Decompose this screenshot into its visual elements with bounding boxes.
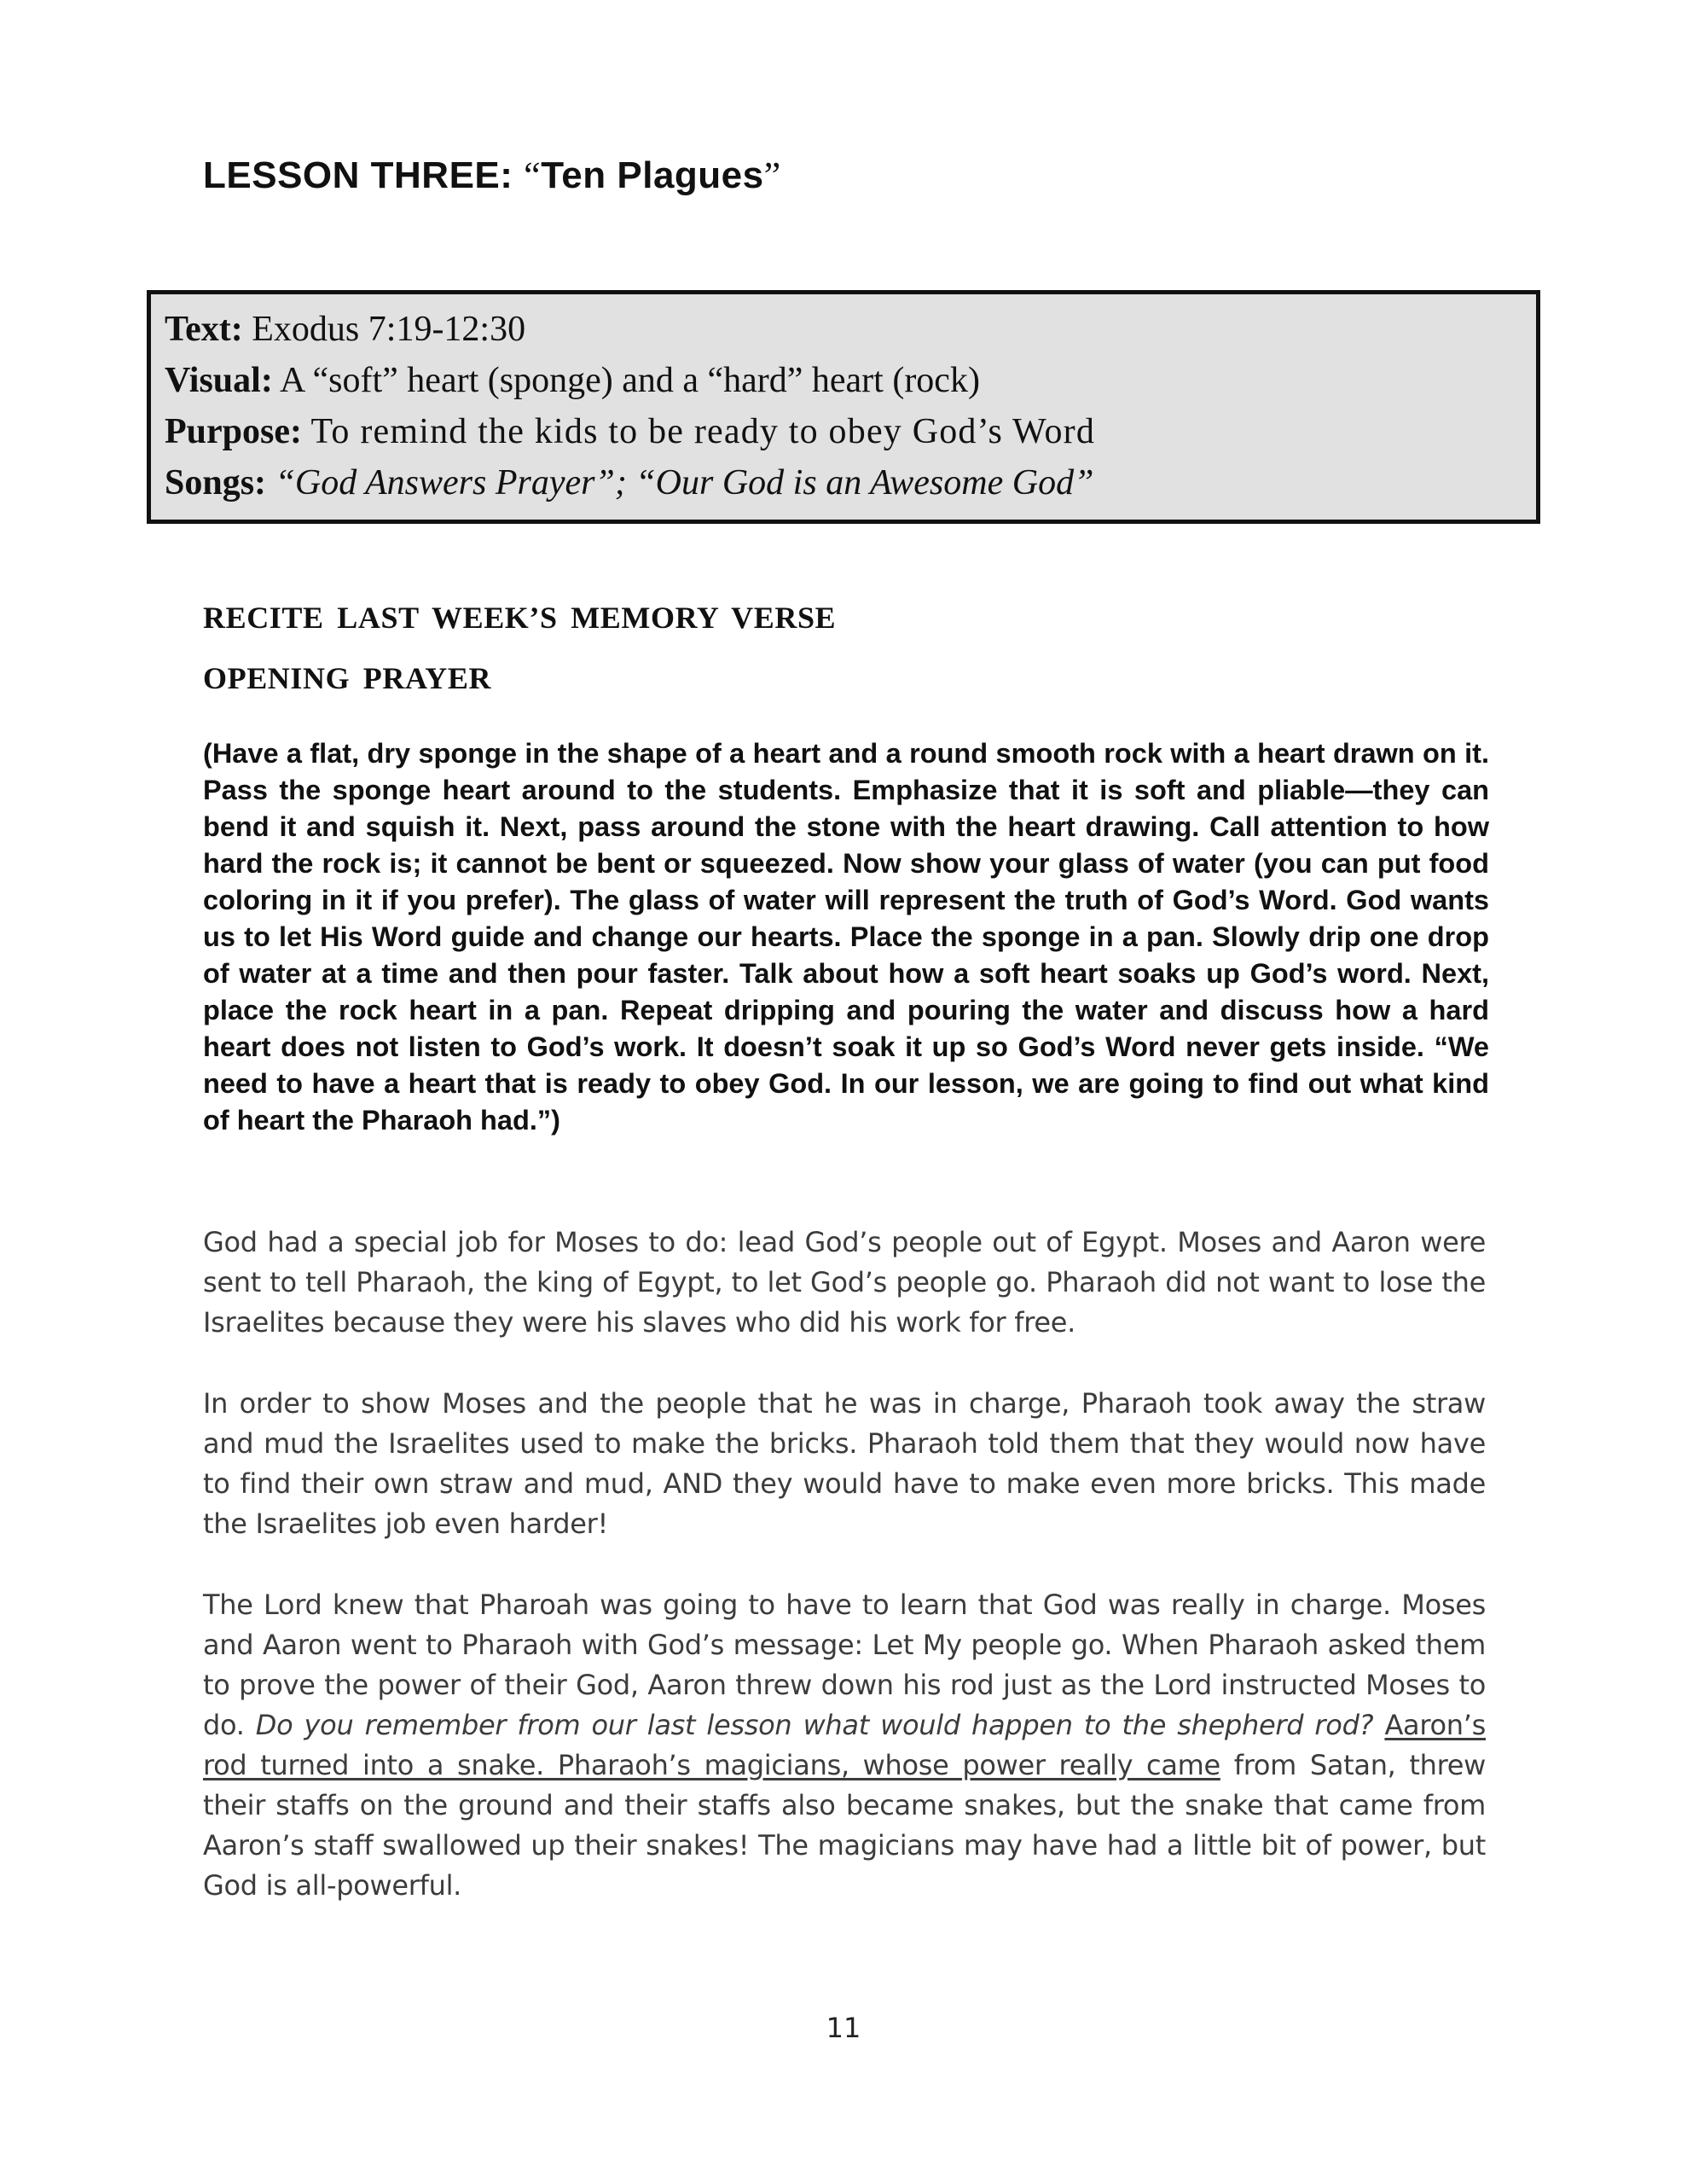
review-answer: Aaron’s rod turned into a snake. Pharaoh’s magicians, whose power really came: [203, 1709, 1486, 1781]
object-lesson-instructions: (Have a flat, dry sponge in the shape of a heart and a round smooth rock with a heart drawn on it. Pass the sponge heart around to the students. Emphasize that it is soft and pliable—they can bend it and squish it. Next, pass around the stone with the heart drawing. Call attention to how hard the rock is; it cannot be bent or squeezed. Now show your glass of water (you can put food coloring in it if you prefer). The glass of water will represent the truth of God’s Word. God wants us to let His Word guide and change our hearts. Place the sponge in a pan. Slowly drip one drop of water at a time and then pour faster. Talk about how a soft heart soaks up God’s word. Next, place the rock heart in a pan. Repeat dripping and pouring the water and discuss how a hard heart does not listen to God’s work. It doesn’t soak it up so God’s Word never gets inside. “We need to have a heart that is ready to obey God. In our lesson, we are going to find out what kind of heart the Pharaoh had.”): [203, 738, 1489, 1136]
page-number: 11: [826, 2012, 861, 2044]
lesson-title: [524, 154, 780, 196]
memory-verse-heading: RECITE LAST WEEK’S MEMORY VERSE: [203, 601, 837, 635]
open-quote: “: [524, 154, 542, 196]
page-title: [203, 154, 781, 197]
purpose-label: Purpose:: [165, 412, 302, 451]
close-quote: ”: [763, 154, 781, 196]
text-label: Text:: [165, 310, 243, 349]
visual-label: Visual:: [165, 361, 273, 400]
songs-value: “God Answers Prayer”; “Our God is an Awesome God”: [275, 463, 1094, 502]
story-paragraph-3-start: The Lord knew that Pharoah was going to have to learn that God was really in charge. Moses and Aaron went to Pharaoh with God’s message: Let My people go. When Pharaoh asked them to prove the power of their God, Aaron threw down his rod just as the Lord instructed Moses to do.: [203, 1589, 1486, 1741]
purpose-row: [165, 406, 1536, 457]
visual-value: A “soft” heart (sponge) and a “hard” heart (rock): [280, 361, 980, 400]
story-paragraph-3-end: from Satan, threw their staffs on the ground and their staffs also became snakes, but the snake that came from Aaron’s staff swallowed up their snakes! The magicians may have had a little bit of power, but God is all-powerful.: [203, 1749, 1487, 1902]
story-paragraph-3: [203, 1585, 1486, 1906]
lesson-title-text: Ten Plagues: [541, 154, 764, 196]
story-paragraph-1: God had a special job for Moses to do: lead God’s people out of Egypt. Moses and Aaron were sent to tell Pharaoh, the king of Egypt, to let God’s people go. Pharaoh did not want to lose the Israelites because they were his slaves who did his work for free.: [203, 1226, 1486, 1339]
purpose-value: To remind the kids to be ready to obey God’s Word: [310, 412, 1096, 451]
visual-row: [165, 355, 1536, 406]
lesson-info-box: [147, 290, 1540, 524]
story-paragraph-2: In order to show Moses and the people that he was in charge, Pharaoh took away the straw and mud the Israelites used to make the bricks. Pharaoh told them that they would now have to find their own straw and mud, AND they would have to make even more bricks. This made the Israelites job even harder!: [203, 1387, 1486, 1540]
songs-row: [165, 457, 1536, 508]
opening-prayer-heading: OPENING PRAYER: [203, 661, 492, 695]
text-value: Exodus 7:19-12:30: [252, 310, 526, 349]
review-question: Do you remember from our last lesson what would happen to the shepherd rod?: [255, 1709, 1374, 1741]
songs-label: Songs:: [165, 463, 267, 502]
lesson-label: LESSON THREE:: [203, 154, 513, 196]
text-row: [165, 304, 1536, 355]
